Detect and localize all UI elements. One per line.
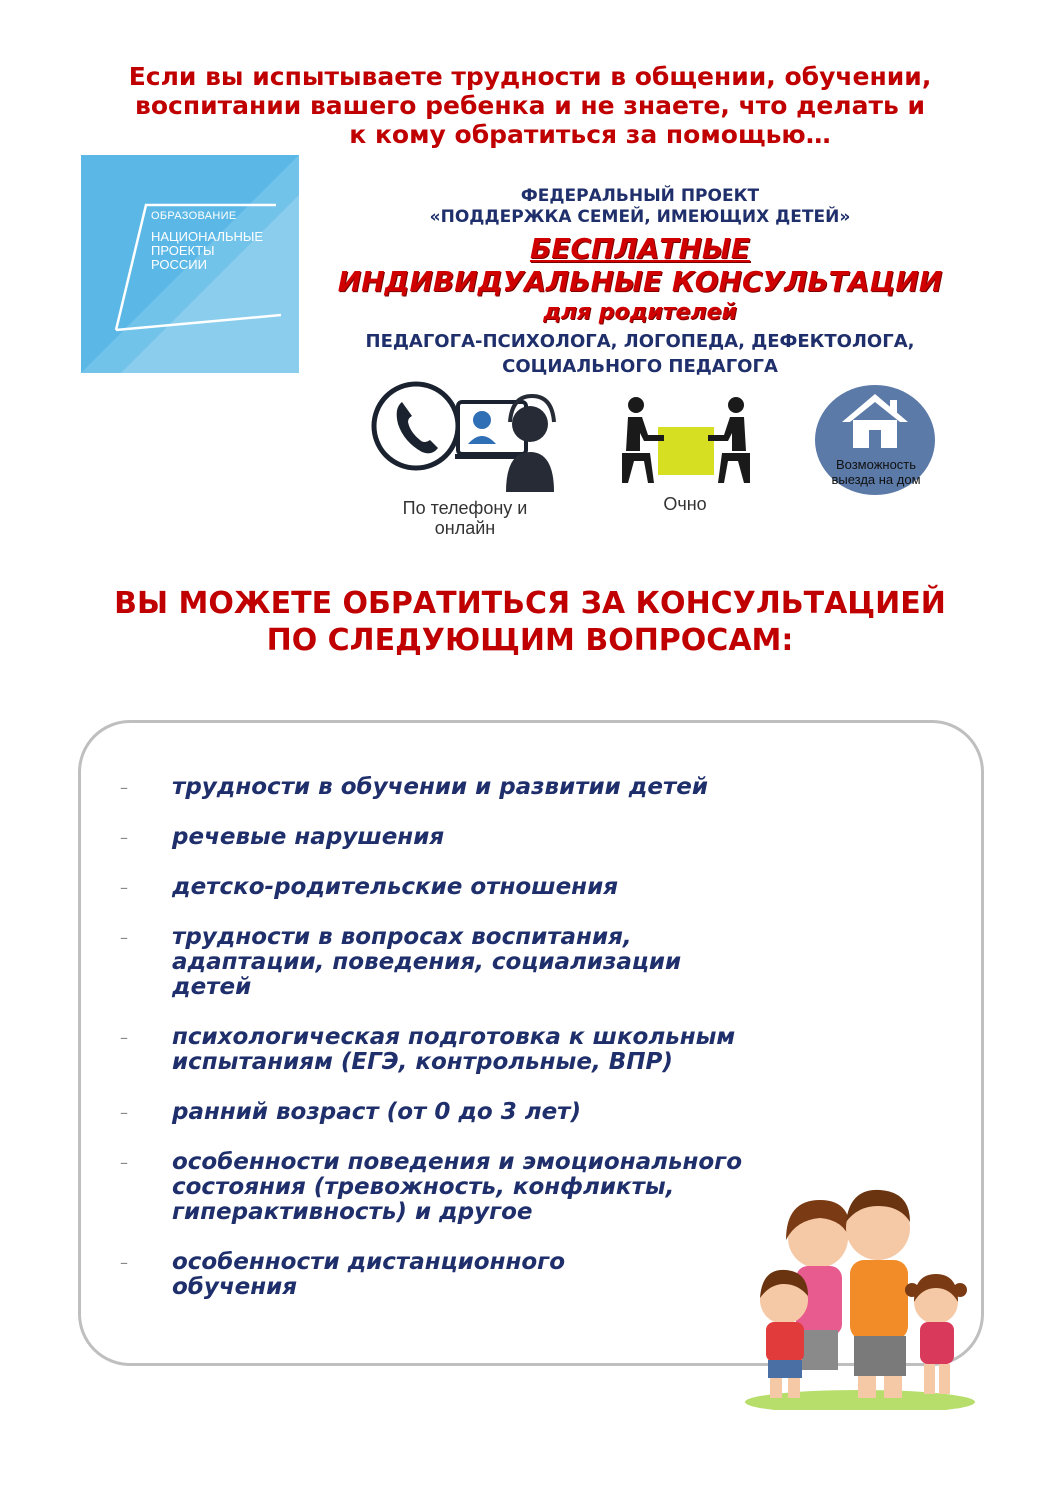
logo-top-label: ОБРАЗОВАНИЕ: [151, 210, 237, 222]
phone-online-caption: По телефону и онлайн: [402, 498, 528, 538]
bullet-dash: –: [120, 1103, 128, 1122]
headline-line-3: для родителей: [543, 300, 737, 325]
topic-item: [118, 1150, 832, 1225]
specialists-line-2: СОЦИАЛЬНОГО ПЕДАГОГА: [502, 356, 778, 377]
bullet-dash: –: [120, 928, 128, 947]
project-name: [300, 186, 980, 228]
home-visit-line-1: Возможность: [835, 457, 917, 472]
topic-text: детско-родительские отношения: [172, 874, 618, 900]
in-person-caption: Очно: [663, 494, 707, 514]
bullet-dash: –: [120, 1028, 128, 1047]
specialists: [300, 329, 980, 379]
topic-item: [118, 925, 732, 1000]
logo-line-1: НАЦИОНАЛЬНЫЕ: [151, 229, 264, 244]
questions-heading: [60, 585, 1000, 659]
topic-text: особенности поведения и эмоционального состояния (тревожность, конфликты, гиперактивность) и другое: [172, 1149, 743, 1225]
intro-text: [60, 62, 1000, 149]
headline: [300, 232, 980, 328]
bullet-dash: –: [120, 1253, 128, 1272]
logo-line-2: ПРОЕКТЫ: [151, 243, 215, 258]
bullet-dash: –: [120, 1153, 128, 1172]
topic-text: особенности дистанционного обучения: [172, 1249, 565, 1300]
intro-line-1: Если вы испытываете трудности в общении, обучении,: [128, 62, 932, 91]
topic-text: ранний возраст (от 0 до 3 лет): [172, 1099, 582, 1125]
project-line-2: «ПОДДЕРЖКА СЕМЕЙ, ИМЕЮЩИХ ДЕТЕЙ»: [429, 207, 851, 227]
logo-text: [151, 210, 263, 272]
family-illustration: [740, 1180, 980, 1410]
topic-item: [118, 875, 878, 900]
bullet-dash: –: [120, 828, 128, 847]
national-projects-logo: [81, 155, 299, 373]
topic-item: [118, 825, 878, 850]
house-icon: [838, 390, 913, 452]
headline-line-1: БЕСПЛАТНЫЕ: [529, 232, 751, 265]
specialists-line-1: ПЕДАГОГА-ПСИХОЛОГА, ЛОГОПЕДА, ДЕФЕКТОЛОГА,: [365, 331, 915, 352]
topic-item: [118, 775, 878, 800]
project-line-1: ФЕДЕРАЛЬНЫЙ ПРОЕКТ: [520, 186, 760, 206]
home-visit-caption: [815, 457, 937, 487]
topic-item: [118, 1100, 878, 1125]
topic-text: психологическая подготовка к школьным испытаниям (ЕГЭ, контрольные, ВПР): [172, 1024, 736, 1075]
in-person-icon: [620, 395, 755, 485]
topic-item: [118, 1025, 812, 1075]
topic-text: трудности в вопросах воспитания, адаптации, поведения, социализации детей: [172, 924, 682, 1000]
intro-line-2: воспитании вашего ребенка и не знаете, что делать и: [135, 91, 925, 120]
bullet-dash: –: [120, 778, 128, 797]
phone-online-icon: [370, 380, 570, 492]
intro-line-3: к кому обратиться за помощью…: [349, 120, 831, 149]
questions-heading-line-2: ПО СЛЕДУЮЩИМ ВОПРОСАМ:: [266, 623, 794, 658]
topic-text: речевые нарушения: [172, 824, 445, 850]
questions-heading-line-1: ВЫ МОЖЕТЕ ОБРАТИТЬСЯ ЗА КОНСУЛЬТАЦИЕЙ: [114, 586, 946, 621]
home-visit-line-2: выезда на дом: [831, 472, 921, 487]
headline-line-2: ИНДИВИДУАЛЬНЫЕ КОНСУЛЬТАЦИИ: [337, 265, 943, 298]
topic-text: трудности в обучении и развитии детей: [172, 774, 709, 800]
bullet-dash: –: [120, 878, 128, 897]
topic-item: [118, 1250, 652, 1300]
logo-line-3: РОССИИ: [151, 257, 207, 272]
